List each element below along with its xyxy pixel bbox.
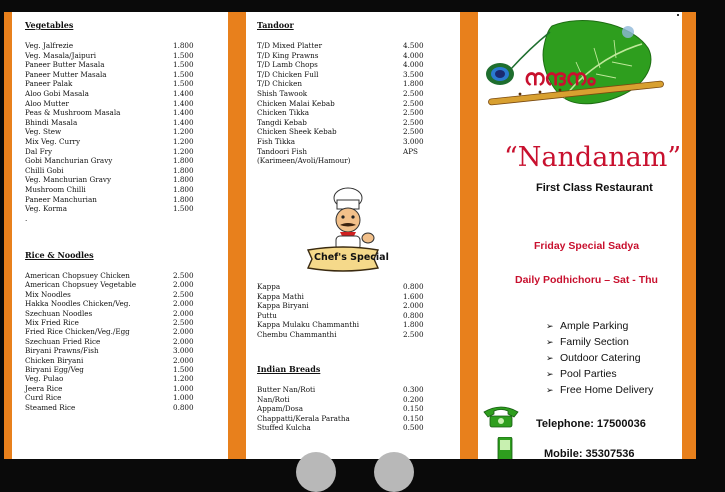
menu-item-price: 1.000 [173,393,194,403]
menu-item-name: Tangdi Kebab [257,117,307,127]
menu-item-price: 2.500 [403,89,424,98]
menu-item-price: APS [403,146,418,156]
decorative-circle-left [296,452,336,492]
menu-item-price: 1.400 [173,98,194,108]
feature-label: Family Section [560,336,629,348]
tandoor-heading: Tandoor [257,20,294,30]
menu-item-price: 0.800 [403,310,424,320]
chef-special-label: Chef's Special [314,252,389,263]
menu-item-name: T/D Chicken Full [257,69,319,79]
vegetables-heading: Vegetables [25,20,74,30]
menu-item-price: 1.000 [173,383,194,393]
menu-item-name: Kappa [257,282,281,291]
menu-item-price: 0.200 [403,394,424,404]
mobile-icon [496,437,514,459]
menu-item-price: 1.800 [173,185,194,194]
menu-item-price: 2.000 [173,308,194,318]
menu-item-name: Chembu Chammanthi [257,330,337,339]
menu-item-name: American Chopsuey Chicken [25,271,130,280]
menu-item-name: Veg. Korma [25,204,67,214]
menu-item-price: 3.000 [173,346,194,356]
menu-item-name: Jeera Rice [25,383,63,393]
menu-item-name: Appam/Dosa [257,404,303,414]
menu-item-price: 1.400 [173,108,194,118]
menu-item-name: Biryani Egg/Veg [25,365,84,374]
feature-home-delivery [546,384,653,396]
telephone-number: Telephone: 17500036 [536,418,646,430]
menu-item-name: Kappa Mathi [257,291,304,301]
restaurant-name: “Nandanam” [504,142,682,173]
arrow-icon: ➢ [546,337,554,347]
menu-item-name: (Karimeen/Avoli/Hamour) [257,156,351,166]
mobile-number: Mobile: 35307536 [544,448,635,460]
feature-ample-parking [546,320,628,332]
menu-item-name: Paneer Manchurian [25,194,97,204]
menu-item-name: Paneer Palak [25,79,73,89]
menu-item-price: 3.000 [403,137,424,146]
menu-item-price: 1.800 [173,194,194,204]
menu-item-name: Peas & Mushroom Masala [25,108,121,118]
menu-item-price: 1.800 [173,41,194,50]
menu-item-price: 2.000 [173,280,194,290]
menu-item-price: 1.200 [173,146,194,156]
feature-label: Outdoor Catering [560,352,641,364]
right-orange-border [682,12,696,459]
corner-mark [677,14,679,16]
menu-item-price: 1.500 [173,204,194,214]
menu-item-name: Shish Tawook [257,89,308,98]
menu-item-price: 2.500 [173,289,194,299]
rice-noodles-heading: Rice & Noodles [25,250,94,260]
menu-item-name: Chicken Tikka [257,108,310,118]
feature-label: Pool Parties [560,368,617,380]
menu-item-name: Mix Noodles [25,289,71,299]
menu-item-name: Chilli Gobi [25,165,64,175]
menu-item-price: 0.800 [403,282,424,291]
menu-item-name: Gobi Manchurian Gravy [25,156,113,166]
menu-item-name: . [25,213,28,223]
menu-item-price: 1.800 [173,156,194,166]
menu-item-name: Fish Tikka [257,137,295,146]
menu-item-price: 2.500 [173,271,194,280]
logo-malayalam-text: നന്ദനം [524,66,596,91]
menu-item-price: 1.500 [173,50,194,60]
menu-item-price: 0.500 [403,423,424,433]
middle-divider [460,12,478,459]
menu-item-name: Mushroom Chilli [25,185,86,194]
menu-item-price: 2.500 [403,108,424,118]
menu-item-name: Aloo Mutter [25,98,69,108]
menu-item-price: 2.500 [403,330,424,339]
menu-item-price: 2.500 [403,98,424,108]
menu-item-price: 1.800 [403,79,424,89]
menu-item-price: 0.150 [403,404,424,414]
menu-item-name: Fried Rice Chicken/Veg./Egg [25,327,130,337]
menu-item-name: Chappatti/Kerala Paratha [257,413,350,423]
menu-item-name: Nan/Roti [257,394,290,404]
menu-item-name: Veg. Stew [25,127,62,137]
feature-family-section [546,336,629,348]
menu-item-name: Dal Fry [25,146,53,156]
menu-item-name: Szechuan Fried Rice [25,336,101,346]
arrow-icon: ➢ [546,321,554,331]
menu-item-name: American Chopsuey Vegetable [25,280,137,290]
arrow-icon: ➢ [546,353,554,363]
menu-item-name: Steamed Rice [25,402,76,412]
menu-item-price: 1.500 [173,365,194,374]
menu-item-price: 2.000 [403,301,424,311]
menu-item-price: 1.600 [403,291,424,301]
menu-item-price: 1.200 [173,374,194,384]
menu-item-name: Hakka Noodles Chicken/Veg. [25,299,131,309]
daily-special-text: Daily Podhichoru – Sat - Thu [515,274,658,286]
telephone-icon [482,404,520,428]
menu-item-name: Kappa Mulaku Chammanthi [257,320,360,330]
menu-item-name: Chicken Sheek Kebab [257,127,337,137]
indian-breads-heading: Indian Breads [257,364,321,374]
menu-item-name: T/D Chicken [257,79,302,89]
menu-item-name: Stuffed Kulcha [257,423,311,433]
menu-item-name: Paneer Butter Masala [25,60,105,70]
menu-item-name: T/D Lamb Chops [257,60,318,70]
menu-item-name: Curd Rice [25,393,62,403]
menu-item-price: 1.500 [173,79,194,89]
feature-outdoor-catering [546,352,641,364]
menu-item-price: 1.400 [173,117,194,127]
menu-item-price: 1.400 [173,89,194,98]
menu-item-name: T/D Mixed Platter [257,41,322,50]
menu-item-price: 2.000 [173,327,194,337]
menu-item-name: Tandoori Fish [257,146,308,156]
menu-item-name: Chicken Malai Kebab [257,98,335,108]
menu-item-name: Mix Fried Rice [25,318,79,327]
menu-item-name: Mix Veg. Curry [25,137,81,146]
friday-special-text: Friday Special Sadya [534,240,640,252]
menu-item-price: 2.500 [403,127,424,137]
menu-item-name: T/D King Prawns [257,50,319,60]
menu-item-price: 0.300 [403,385,424,394]
menu-item-price: 4.500 [403,41,424,50]
feature-pool-parties [546,368,617,380]
menu-item-price: 1.800 [173,165,194,175]
menu-item-name: Butter Nan/Roti [257,385,316,394]
menu-item-price: 4.000 [403,50,424,60]
menu-item-price: 1.200 [173,127,194,137]
menu-item-name: Paneer Mutter Masala [25,69,107,79]
decorative-circle-right [374,452,414,492]
menu-item-price: 2.000 [173,336,194,346]
menu-item-price: 0.800 [173,402,194,412]
menu-item-price: 2.500 [403,117,424,127]
menu-item-price: 3.500 [403,69,424,79]
menu-item-name: Biryani Prawns/Fish [25,346,99,356]
menu-item-price: 1.500 [173,69,194,79]
arrow-icon: ➢ [546,385,554,395]
menu-item-price: 1.200 [173,137,194,146]
left-orange-border [4,12,12,459]
restaurant-subtitle: First Class Restaurant [536,182,653,194]
menu-item-name: Chicken Biryani [25,355,84,365]
feature-label: Ample Parking [560,320,629,332]
arrow-icon: ➢ [546,369,554,379]
menu-item-name: Aloo Gobi Masala [25,89,89,98]
menu-item-price: 2.500 [173,318,194,327]
menu-item-price: 2.000 [173,355,194,365]
menu-item-name: Veg. Masala/Jaipuri [25,50,97,60]
left-divider [228,12,246,459]
menu-item-name: Puttu [257,310,277,320]
menu-item-name: Veg. Manchurian Gravy [25,175,112,185]
menu-item-price: 4.000 [403,60,424,70]
menu-item-name: Veg. Pulao [25,374,64,384]
menu-item-price: 1.800 [403,320,424,330]
menu-item-price: 1.800 [173,175,194,185]
menu-item-name: Kappa Biryani [257,301,309,311]
menu-item-price: 2.000 [173,299,194,309]
menu-item-price: 1.500 [173,60,194,70]
menu-item-price: 0.150 [403,413,424,423]
menu-item-name: Veg. Jalfrezie [25,41,74,50]
menu-item-name: Bhindi Masala [25,117,78,127]
menu-item-name: Szechuan Noodles [25,308,93,318]
feature-label: Free Home Delivery [560,384,654,396]
